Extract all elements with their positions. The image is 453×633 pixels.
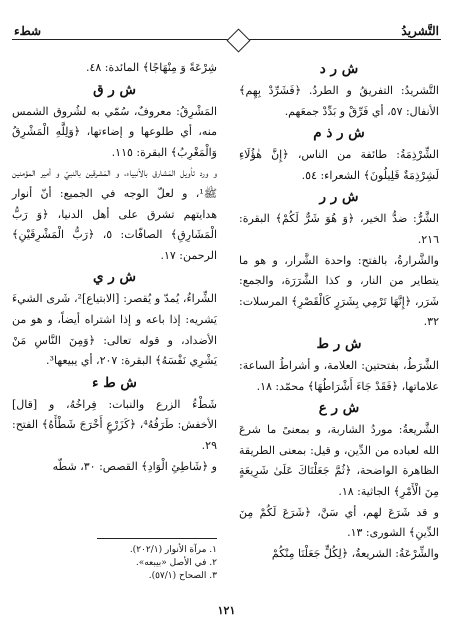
root-heading: ش ر ط [316,335,362,352]
entry-text: التَّشريدُ: التفريقُ و الطردُ. ﴿فَشَرِّدْ بِهِم﴾ الأنفال: ٥٧، أي فَرِّقْ و بَدِّدْ جمعَهم. [239,84,439,118]
entry-text: شَطْءُ الزرع والنبات: فِراخُهُ، و [قال] الأخفش: طَرَفُهُ⁴، ﴿كَزَرْعٍ أَخْرَجَ شَطْأَهُ﴾ الفتح: ٢٩. [12,397,217,452]
header-left-keyword: شطء [14,24,42,38]
root-heading: ش ر ذ م [313,125,365,142]
footnote: ٣. الصحاح (٥٧/١). [148,571,217,581]
page-number: ١٢١ [217,604,236,617]
entry-text: و ورد تأويل المَشارق بالأنبياء، و المَشرقين بالنبيّ و أمير المؤمنين ﷺ¹، و لعلّ الوجه في الجميع: أنّ أنوار هدايتهم تشرق على أهل الدنيا، ﴿وَ رَبُّ الْمَشَارِقِ﴾ الصافّات: ٥، ﴿رَبُّ الْمَشْرِقَيْنِ﴾ الرحمن: ١٧. [12,166,217,262]
entry-text: شِرْعَةً وَ مِنْهَاجًا﴾ المائدة: ٤٨. [85,61,217,74]
entry-text: والشِّرْعَةُ: الشريعةُ، ﴿لِكُلٍّ جَعَلْنَا مِنْكُمْ [271,546,439,560]
footnote: ١. مرآة الأنوار (٢٠٢/١). [129,545,217,555]
root-heading: ش ط ء [92,374,137,391]
right-column [239,58,439,564]
entry-text: والشَّرارةُ، بالفتح: واحدة الشَّرار، و هو ما يتطاير من النار، و كذا الشَّرَرَة، والجمع: شَرَر، ﴿إِنَّهَا تَرْمِي بِشَرَرٍ كَالْقَصْرِ﴾ المرسلات: ٣٢. [239,253,439,329]
entry-text: الشَّرَطُ، بفتحتين: العلامة، و أشراطُ الساعة: علاماتها، ﴿فَقَدْ جَاءَ أَشْرَاطُهَا﴾ محمّد: ١٨. [239,358,439,393]
footnotes [12,538,217,583]
entry-text: و قد شَرَعَ لهم، أي سَنَّ، ﴿شَرَعَ لَكُمْ مِنَ الدِّينِ﴾ الشورى: ١٣. [239,505,439,540]
header-right-keyword: التَّشريدُ [401,24,439,38]
entry-text: الشَّريعةُ: موردُ الشاربة، و بمعنىً ما شرعَ الله لعباده من الدِّين، و قيل: بمعنى الطريقة الظاهرة الواضحة، ﴿ثُمَّ جَعَلْنَاكَ عَلَىٰ شَرِيعَةٍ مِنَ الْأَمْرِ﴾ الجاثية: ١٨. [239,423,439,498]
root-heading: ش ر ع [318,400,360,417]
left-column [12,58,217,477]
entry-text: الشِّرْذِمَةُ: طائفة من الناس، ﴿إِنَّ هٰؤُلَاءِ لَشِرْذِمَةٌ قَلِيلُونَ﴾ الشعراء: ٥٤. [239,148,439,182]
root-heading: ش ر ق [93,81,136,98]
entry-text: الشَّرُّ: ضدُّ الخير، ﴿وَ هُوَ شَرٌّ لَكُمْ﴾ البقرة: ٢١٦. [239,212,439,246]
footnote-rule [97,538,217,539]
footnote: ٢. في الأصل «بيبعه». [135,558,217,568]
header-diamond-ornament [226,28,250,52]
entry-text: و ﴿شَاطِئِ الْوَادِ﴾ القصص: ٣٠، شطّه [52,459,217,473]
root-heading: ش ر د [319,61,359,77]
root-heading: ش ر ر [319,189,359,206]
entry-text: المَشْرِقُ: معروفٌ، سُمّي به لشُروق الشمس منه، أي طلوعها و إضاءتها، ﴿وَلِلَّهِ الْمَشْرِقُ وَالْمَغْرِبُ﴾ البقرة: ١١٥. [12,104,217,159]
entry-text: الشِّراءُ، يُمدّ و يُقصر: [الابتياع]²، شَرى الشيءَ يَشريه: إذا باعه و إذا اشتراه أيضاً، و هو من الأضداد، و قوله تعالى: ﴿وَمِنَ النَّاسِ مَنْ يَشْرِي نَفْسَهُ﴾ البقرة: ٢٠٧، أي يبيعها³. [12,292,217,368]
running-header [12,24,441,46]
root-heading: ش ر ي [93,269,136,286]
